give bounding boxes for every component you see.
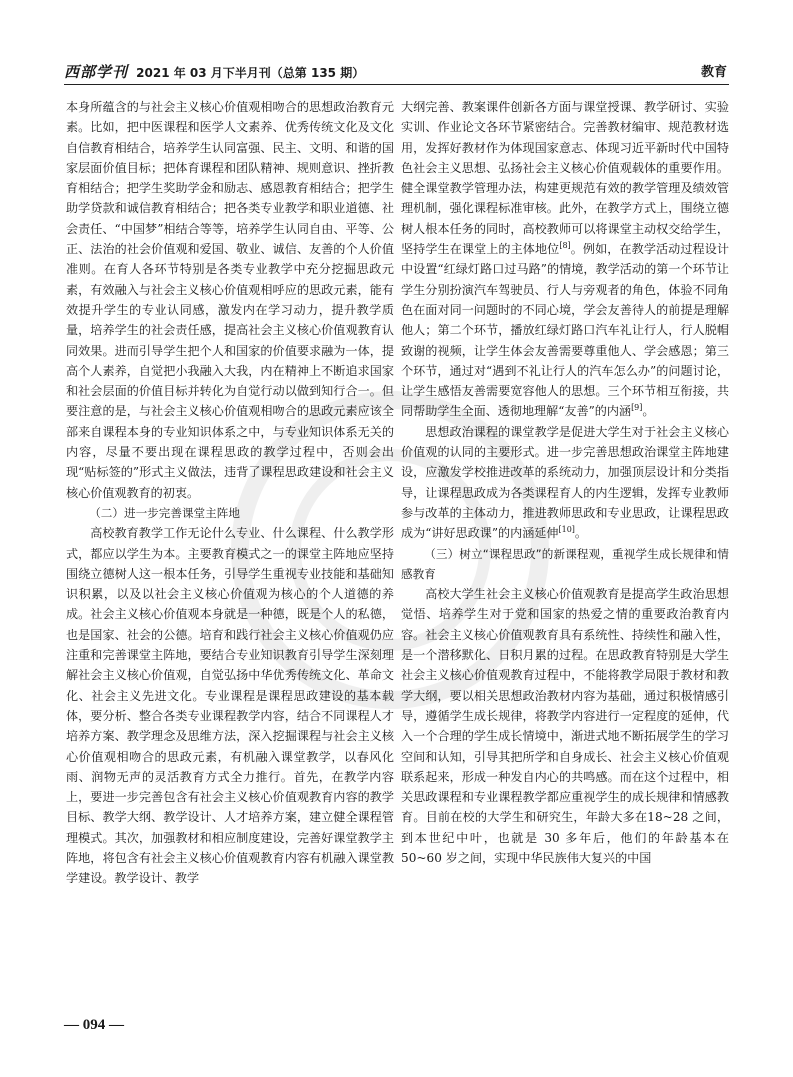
text-run: 。: [574, 526, 588, 541]
right-column: [401, 97, 729, 868]
body-paragraph: 高校大学生社会主义核心价值观教育是提高学生政治思想觉悟、培养学生对于党和国家的热爱之情的重要政治教育内容。社会主义核心价值观教育具有系统性、持续性和融入性，是一个潜移默化、日积月累的过程。在思政教育特别是大学生社会主义核心价值观教育过程中，不能将教学局限于教材和教学大纲，要以相关思想政治教材内容为基础，通过积极情感引导，遵循学生成长规律，将教学内容进行一定程度的延伸，代入一个合理的学生成长情境中，渐进式地不断拓展学生的学习空间和认知，引导其把所学和自身成长、社会主义核心价值观联系起来，形成一种发自内心的共鸣感。而在这个过程中，相关思政课程和专业课程教学都应重视学生的成长规律和情感教育。目前在校的大学生和研究生，年龄大多在18~28 之间，到本世纪中叶，也就是 30 多年后，他们的年龄基本在 50~60 岁之间，实现中华民族伟大复兴的中国: [401, 587, 729, 865]
journal-logo: 西部学刊: [64, 65, 129, 81]
running-header: [64, 58, 729, 85]
citation-ref: [9]: [631, 403, 643, 413]
body-paragraph: [401, 97, 729, 422]
journal-info: [64, 61, 364, 82]
body-paragraph: 本身所蕴含的与社会主义核心价值观相吻合的思想政治教育元素。比如，把中医课程和医学人文素养、优秀传统文化及文化自信教育相结合，培养学生认同富强、民主、文明、和谐的国家层面价值目标；把体育课程和团队精神、规则意识、挫折教育相结合；把学生奖助学金和励志、感恩教育相结合；把学生助学贷款和诚信教育相结合；把各类专业教学和职业道德、社会责任、“中国梦”相结合等等，培养学生认同自由、平等、公正、法治的社会价值观和爱国、敬业、诚信、友善的个人价值准则。在育人各环节特别是各类专业教学中充分挖掘思政元素，有效融入与社会主义核心价值观相呼应的思政元素，能有效提升学生的专业认同感，激发内在学习动力，提升教学质量，培养学生的社会责任感，提高社会主义核心价值观教育认同效果。进而引导学生把个人和国家的价值要求融为一体，提高个人素养，自觉把小我融入大我，内在精神上不断追求国家和社会层面的价值目标并转化为自觉行动以做到知行合一。但要注意的是，与社会主义核心价值观相吻合的思政元素应该全部来自课程本身的专业知识体系之中，与专业知识体系无关的内容，尽量不要出现在课程思政的教学过程中，否则会出现“贴标签的”形式主义做法，违背了课程思政建设和社会主义核心价值观教育的初衷。: [66, 100, 394, 500]
section-label: 教育: [700, 65, 727, 80]
section-heading: （二）进一步完善课堂主阵地: [89, 505, 240, 520]
citation-ref: [10]: [558, 525, 575, 535]
issue-info: 2021 年 03 月下半月刊（总第 135 期）: [136, 66, 365, 80]
left-column: [66, 97, 394, 889]
citation-ref: [8]: [559, 241, 571, 251]
text-run: 大纲完善、教案课件创新各方面与课堂授课、教学研讨、实验实训、作业论文各环节紧密结合。完善教材编审、规范教材选用，发挥好教材作为体现国家意志、体现习近平新时代中国特色社会主义思想、弘扬社会主义核心价值观载体的重要作用。健全课堂教学管理办法，构建更规范有效的教学管理及绩效管理机制，强化课程标准审核。此外，在教学方式上，围绕立德树人根本任务的同时，高校教师可以将课堂主动权交给学生，坚持学生在课堂上的主体地位: [401, 100, 729, 257]
text-run: 。例如，在教学活动过程设计中设置“红绿灯路口过马路”的情境，教学活动的第一个环节让学生分别扮演汽车驾驶员、行人与旁观者的角色，体验不同角色在面对同一问题时的不同心境，学会友善待人的前提是理解他人；第二个环节，播放红绿灯路口汽车礼让行人，行人脱帽致谢的视频，让学生体会友善需要尊重他人、学会感恩；第三个环节，通过对“遇到不礼让行人的汽车怎么办”的问题讨论，让学生感悟友善需要宽容他人的思想。三个环节相互衔接，共同帮助学生全面、透彻地理解“友善”的内涵: [401, 242, 729, 419]
text-run: 思想政治课程的课堂教学是促进大学生对于社会主义核心价值观的认同的主要形式。进一步完善思想政治课堂主阵地建设，应激发学校推进改革的系统动力，加强顶层设计和分类指导，让课程思政成为各类课程育人的内生逻辑，发挥专业教师参与改革的主体动力，推进教师思政和专业思政，让课程思政成为“讲好思政课”的内涵延伸: [401, 424, 729, 541]
text-run: 。: [642, 404, 655, 419]
body-paragraph: [401, 422, 729, 544]
body-paragraph: 高校教育教学工作无论什么专业、什么课程、什么教学形式，都应以学生为本。主要教育模式之一的课堂主阵地应坚持围绕立德树人这一根本任务，引导学生重视专业技能和基础知识积累，以及以社会主义核心价值观为核心的个人道德的养成。社会主义核心价值观本身就是一种德，既是个人的私德，也是国家、社会的公德。培育和践行社会主义核心价值观仍应注重和完善课堂主阵地，要结合专业知识教育引导学生深刻理解社会主义核心价值观，自觉弘扬中华优秀传统文化、革命文化、社会主义先进文化。专业课程是课程思政建设的基本载体，要分析、整合各类专业课程教学内容，结合不同课程人才培养方案、教学理念及思维方法，深入挖掘课程与社会主义核心价值观相吻合的思政元素，有机融入课堂教学，以春风化雨、润物无声的灵活教育方式全力推行。首先，在教学内容上，要进一步完善包含有社会主义核心价值观教育内容的教学目标、教学大纲、教学设计、人才培养方案，建立健全课程管理模式。其次，加强教材和相应制度建设，完善好课堂教学主阵地，将包含有社会主义核心价值观教育内容有机融入课堂教学建设。教学设计、教学: [66, 526, 394, 886]
page-number: — 094 —: [64, 1017, 124, 1033]
section-heading: （三）树立“课程思政”的新课程观，重视学生成长规律和情感教育: [401, 546, 729, 581]
